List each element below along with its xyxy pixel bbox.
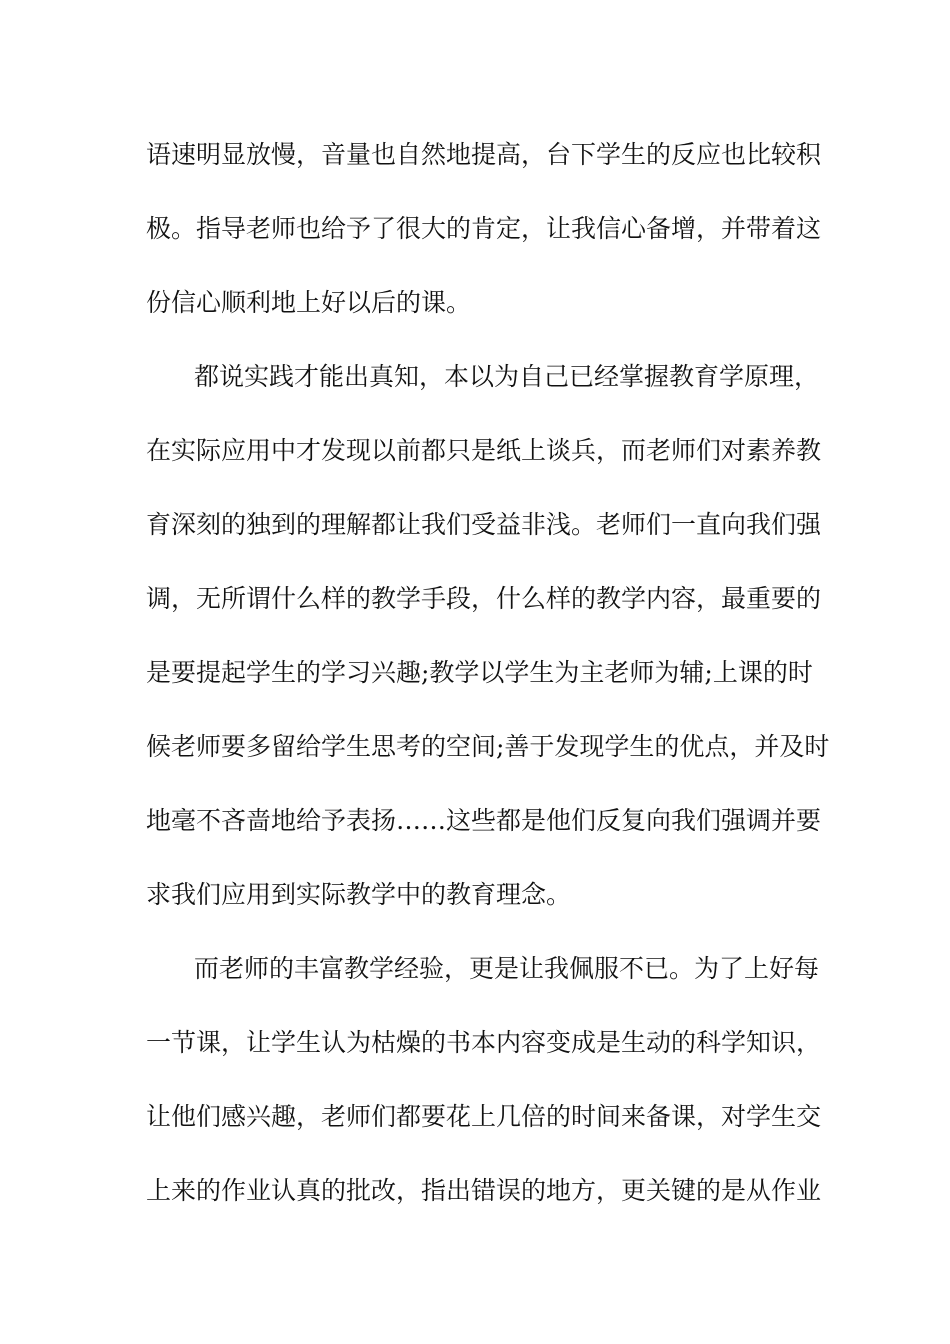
text-line: 语速明显放慢，音量也自然地提高，台下学生的反应也比较积 bbox=[146, 140, 822, 169]
text-line: 让他们感兴趣，老师们都要花上几倍的时间来备课，对学生交 bbox=[146, 1102, 822, 1131]
text-line: 地毫不吝啬地给予表扬……这些都是他们反复向我们强调并要 bbox=[146, 806, 822, 835]
text-line: 极。指导老师也给予了很大的肯定，让我信心备增，并带着这 bbox=[146, 214, 822, 243]
text-line: 育深刻的独到的理解都让我们受益非浅。老师们一直向我们强 bbox=[146, 510, 822, 539]
text-line: 调，无所谓什么样的教学手段，什么样的教学内容，最重要的 bbox=[146, 584, 822, 613]
text-line: 上来的作业认真的批改，指出错误的地方，更关键的是从作业 bbox=[146, 1176, 822, 1205]
text-line: 都说实践才能出真知，本以为自己已经掌握教育学原理， bbox=[194, 362, 820, 391]
text-line: 一节课，让学生认为枯燥的书本内容变成是生动的科学知识， bbox=[146, 1028, 822, 1057]
text-line: 求我们应用到实际教学中的教育理念。 bbox=[146, 880, 572, 909]
text-line: 在实际应用中才发现以前都只是纸上谈兵，而老师们对素养教 bbox=[146, 436, 822, 465]
text-line: 份信心顺利地上好以后的课。 bbox=[146, 288, 472, 317]
text-line: 候老师要多留给学生思考的空间;善于发现学生的优点，并及时 bbox=[146, 732, 830, 761]
text-line: 而老师的丰富教学经验，更是让我佩服不已。为了上好每 bbox=[194, 954, 820, 983]
text-line: 是要提起学生的学习兴趣;教学以学生为主老师为辅;上课的时 bbox=[146, 658, 813, 687]
